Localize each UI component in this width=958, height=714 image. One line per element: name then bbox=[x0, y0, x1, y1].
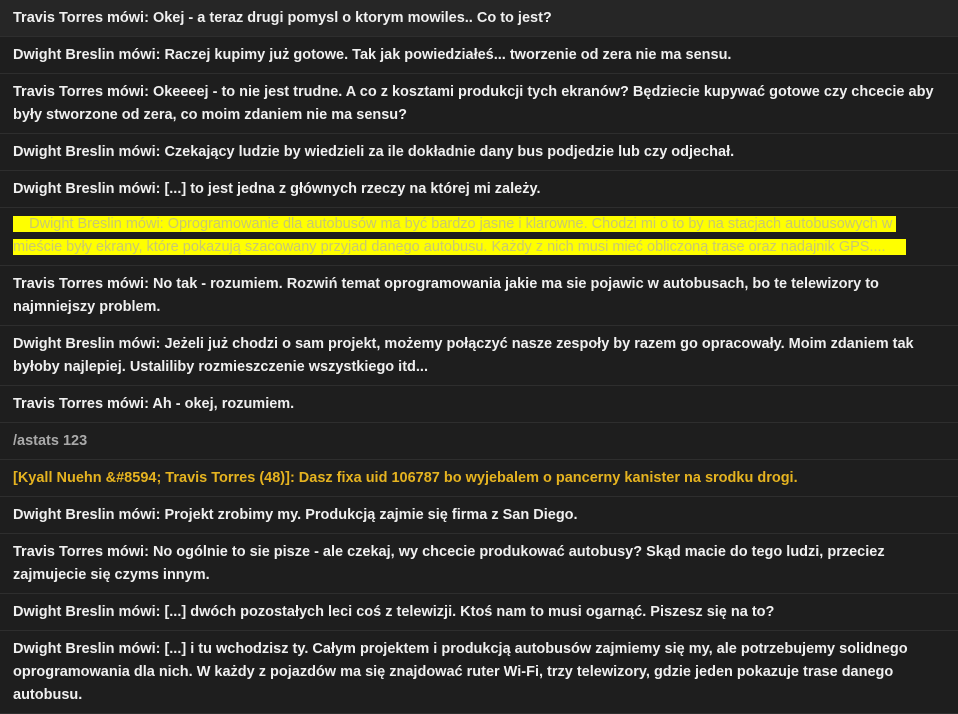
chat-line: Dwight Breslin mówi: Jeżeli już chodzi o sam projekt, możemy połączyć nasze zespoły by razem go opracowały. Moim zdaniem tak byłoby najlepiej. Ustaliliby rozmieszczenie wszystkiego itd... bbox=[0, 326, 958, 386]
chat-line-highlighted bbox=[0, 208, 958, 266]
chat-line: Dwight Breslin mówi: [...] dwóch pozostałych leci coś z telewizji. Ktoś nam to musi ogarnąć. Piszesz się na to? bbox=[0, 594, 958, 631]
chat-line: Travis Torres mówi: No tak - rozumiem. Rozwiń temat oprogramowania jakie ma sie pojawic w autobusach, bo te telewizory to najmniejszy problem. bbox=[0, 266, 958, 326]
chat-line: Dwight Breslin mówi: Raczej kupimy już gotowe. Tak jak powiedziałeś... tworzenie od zera nie ma sensu. bbox=[0, 37, 958, 74]
chat-line: Travis Torres mówi: No ogólnie to sie pisze - ale czekaj, wy chcecie produkować autobusy? Skąd macie do tego ludzi, przeciez zajmujecie się czyms innym. bbox=[0, 534, 958, 594]
chat-line: Dwight Breslin mówi: [...] to jest jedna z głównych rzeczy na której mi zależy. bbox=[0, 171, 958, 208]
chat-line: Travis Torres mówi: Okeeeej - to nie jest trudne. A co z kosztami produkcji tych ekranów? Będziecie kupywać gotowe czy chcecie aby były stworzone od zera, co moim zdaniem nie ma sensu? bbox=[0, 74, 958, 134]
chat-line-private-message: [Kyall Nuehn &#8594; Travis Torres (48)]: Dasz fixa uid 106787 bo wyjebalem o pancerny kanister na srodku drogi. bbox=[0, 460, 958, 497]
highlighted-text: Dwight Breslin mówi: Oprogramowanie dla autobusów ma być bardzo jasne i klarowne. Chodzi mi o to by na stacjach autobusowych w mieście były ekrany, które pokazują szacowany przyjad danego autobusu. Każdy z nich musi mieć obliczoną trase oraz nadajnik GPS.... bbox=[13, 216, 906, 255]
chat-line: Travis Torres mówi: Okej - a teraz drugi pomysl o ktorym mowiles.. Co to jest? bbox=[0, 0, 958, 37]
chat-line: Travis Torres mówi: Ah - okej, rozumiem. bbox=[0, 386, 958, 423]
chat-line: Dwight Breslin mówi: [...] i tu wchodzisz ty. Całym projektem i produkcją autobusów zajmiemy się my, ale potrzebujemy solidnego oprogramowania dla nich. W każdy z pojazdów ma się znajdować ruter Wi-Fi, trzy telewizory, gdzie jeden pokazuje trase danego autobusu. bbox=[0, 631, 958, 714]
chat-line: Dwight Breslin mówi: Czekający ludzie by wiedzieli za ile dokładnie dany bus podjedzie lub czy odjechał. bbox=[0, 134, 958, 171]
chat-line: Dwight Breslin mówi: Projekt zrobimy my. Produkcją zajmie się firma z San Diego. bbox=[0, 497, 958, 534]
chat-line-command: /astats 123 bbox=[0, 423, 958, 460]
